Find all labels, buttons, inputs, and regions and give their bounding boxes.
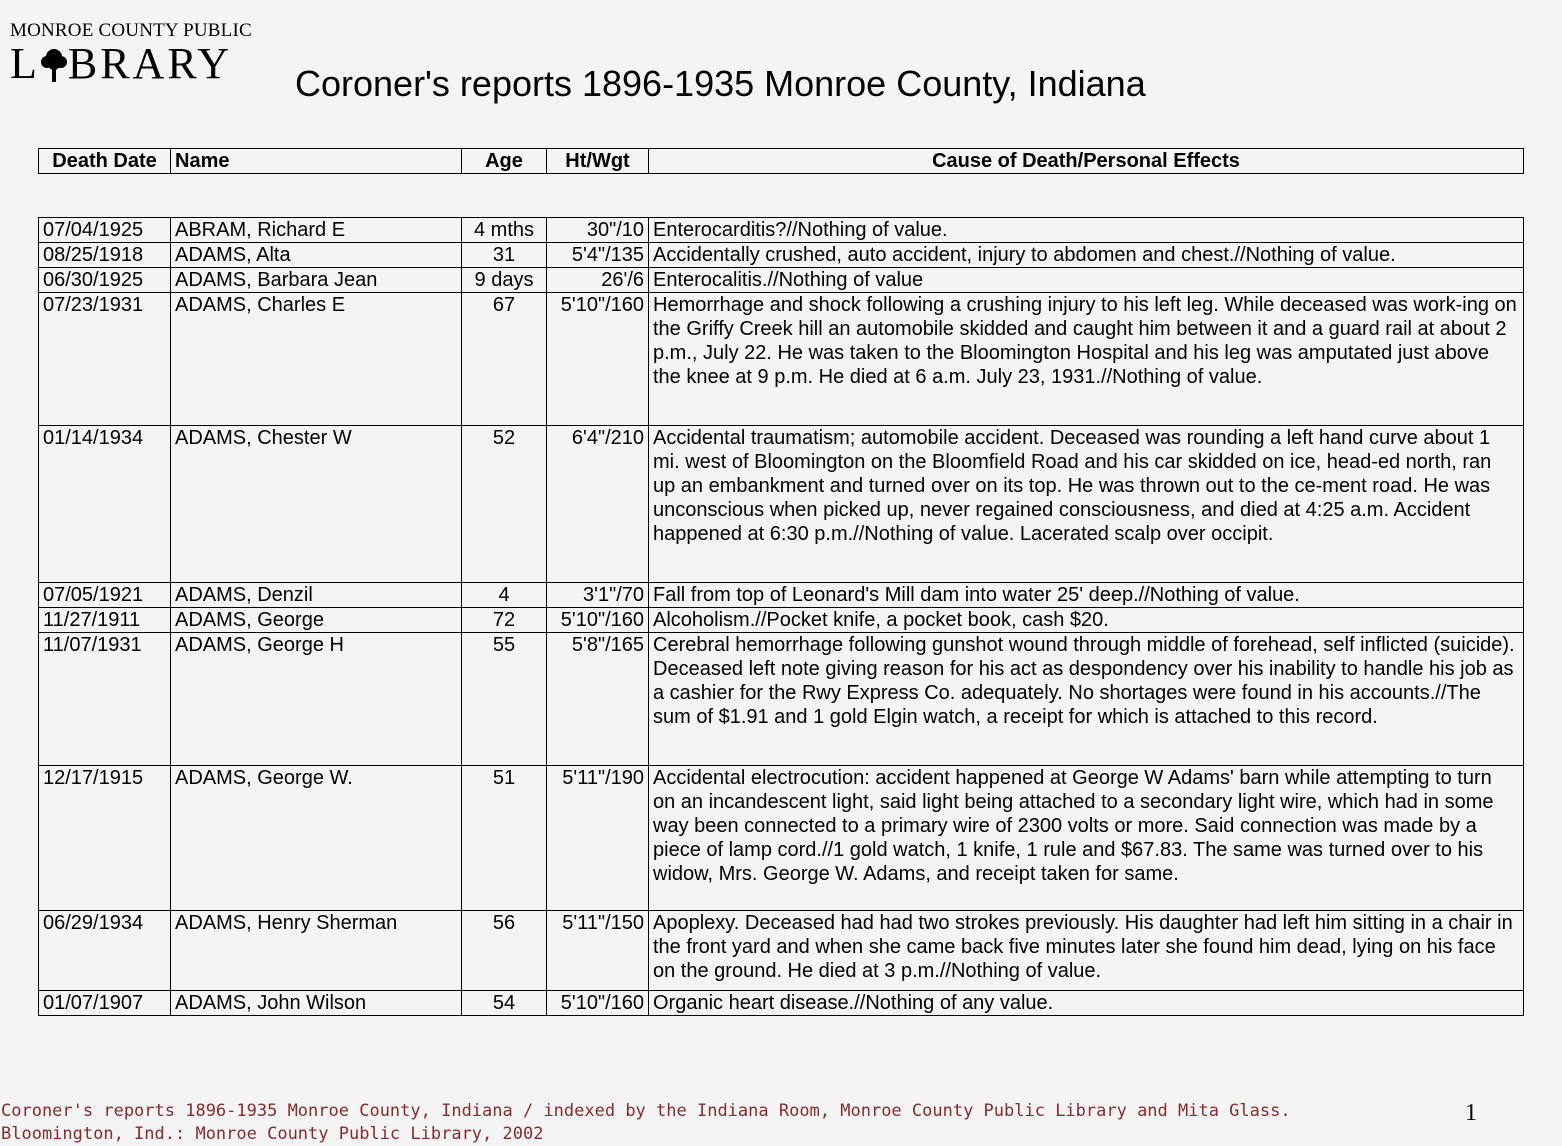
cell-death-date: 06/29/1934: [39, 911, 171, 991]
cell-age: 56: [462, 911, 547, 991]
table-row: [39, 766, 1524, 911]
citation-line-2: Bloomington, Ind.: Monroe County Public Library, 2002: [1, 1124, 544, 1144]
table-row: [39, 633, 1524, 766]
cell-age: 54: [462, 991, 547, 1016]
table-row: [39, 583, 1524, 608]
cell-cause: Alcoholism.//Pocket knife, a pocket book, cash $20.: [649, 608, 1524, 633]
table-row: [39, 243, 1524, 268]
cell-ht-wgt: 26'/6: [547, 268, 649, 293]
cell-name: ADAMS, Alta: [171, 243, 462, 268]
cell-death-date: 07/05/1921: [39, 583, 171, 608]
cell-cause: Accidental traumatism; automobile accident. Deceased was rounding a left hand curve about 1 mi. west of Bloomington on the Bloomfield Road and his car skidded on ice, head-ed north, ran up an embankment and turned over on its top. He was thrown out to the ce-ment road. He was unconscious when picked up, never regained consciousness, and died at 4:25 a.m. Accident happened at 6:30 p.m.//Nothing of value. Lacerated scalp over occipit.: [649, 426, 1524, 583]
cell-ht-wgt: 5'11"/150: [547, 911, 649, 991]
cell-ht-wgt: 5'4"/135: [547, 243, 649, 268]
cell-death-date: 08/25/1918: [39, 243, 171, 268]
cell-ht-wgt: 5'10"/160: [547, 991, 649, 1016]
cell-name: ADAMS, John Wilson: [171, 991, 462, 1016]
cell-ht-wgt: 5'8"/165: [547, 633, 649, 766]
cell-cause: Enterocalitis.//Nothing of value: [649, 268, 1524, 293]
page-number: 1: [1465, 1100, 1477, 1126]
cell-cause: Accidentally crushed, auto accident, injury to abdomen and chest.//Nothing of value.: [649, 243, 1524, 268]
cell-cause: Accidental electrocution: accident happened at George W Adams' barn while attempting to turn on an incandescent light, said light being attached to a secondary light wire, which had in some way been connected to a primary wire of 2300 volts or more. Said connection was made by a piece of lamp cord.//1 gold watch, 1 knife, 1 rule and $67.83. The same was turned over to his widow, Mrs. George W. Adams, and receipt taken for same.: [649, 766, 1524, 911]
cell-death-date: 06/30/1925: [39, 268, 171, 293]
header-cause: Cause of Death/Personal Effects: [649, 149, 1524, 174]
header-ht-wgt: Ht/Wgt: [547, 149, 649, 174]
cell-ht-wgt: 5'11"/190: [547, 766, 649, 911]
cell-name: ADAMS, Denzil: [171, 583, 462, 608]
cell-name: ABRAM, Richard E: [171, 218, 462, 243]
cell-name: ADAMS, Charles E: [171, 293, 462, 426]
cell-death-date: 11/07/1931: [39, 633, 171, 766]
cell-age: 67: [462, 293, 547, 426]
logo-letter-l: L: [10, 39, 40, 88]
header-name: Name: [171, 149, 462, 174]
cell-death-date: 01/07/1907: [39, 991, 171, 1016]
cell-ht-wgt: 5'10"/160: [547, 608, 649, 633]
cell-cause: Fall from top of Leonard's Mill dam into water 25' deep.//Nothing of value.: [649, 583, 1524, 608]
cell-death-date: 07/23/1931: [39, 293, 171, 426]
cell-cause: Apoplexy. Deceased had had two strokes previously. His daughter had left him sitting in a chair in the front yard and when she came back five minutes later she found him dead, lying on his face on the ground. He died at 3 p.m.//Nothing of value.: [649, 911, 1524, 991]
tree-icon: [41, 48, 67, 82]
cell-name: ADAMS, Henry Sherman: [171, 911, 462, 991]
table-row: [39, 268, 1524, 293]
cell-name: ADAMS, Barbara Jean: [171, 268, 462, 293]
table-row: [39, 911, 1524, 991]
cell-age: 31: [462, 243, 547, 268]
library-logo: [10, 20, 252, 86]
cell-age: 52: [462, 426, 547, 583]
citation-line-1: Coroner's reports 1896-1935 Monroe County, Indiana / indexed by the Indiana Room, Monroe County Public Library and Mita Glass.: [1, 1101, 1291, 1121]
cell-age: 4: [462, 583, 547, 608]
column-header-table: [38, 148, 1524, 174]
cell-ht-wgt: 5'10"/160: [547, 293, 649, 426]
table-row: [39, 293, 1524, 426]
table-row: [39, 218, 1524, 243]
cell-ht-wgt: 3'1"/70: [547, 583, 649, 608]
cell-age: 55: [462, 633, 547, 766]
cell-cause: Cerebral hemorrhage following gunshot wound through middle of forehead, self inflicted (suicide). Deceased left note giving reason for his act as despondency over his inability to handle his job as a cashier for the Rwy Express Co. adequately. No shortages were found in his accounts.//The sum of $1.91 and 1 gold Elgin watch, a receipt for which is attached to this record.: [649, 633, 1524, 766]
cell-ht-wgt: 30"/10: [547, 218, 649, 243]
cell-age: 4 mths: [462, 218, 547, 243]
cell-ht-wgt: 6'4"/210: [547, 426, 649, 583]
cell-age: 9 days: [462, 268, 547, 293]
logo-main-text: [10, 39, 252, 88]
cell-cause: Enterocarditis?//Nothing of value.: [649, 218, 1524, 243]
cell-name: ADAMS, George W.: [171, 766, 462, 911]
table-row: [39, 608, 1524, 633]
table-row: [39, 991, 1524, 1016]
records-table: [38, 217, 1524, 1016]
cell-cause: Hemorrhage and shock following a crushing injury to his left leg. While deceased was work-ing on the Griffy Creek hill an automobile skidded and caught him between it and a guard rail at about 2 p.m., July 22. He was taken to the Bloomington Hospital and his leg was amputated just above the knee at 9 p.m. He died at 6 a.m. July 23, 1931.//Nothing of value.: [649, 293, 1524, 426]
cell-name: ADAMS, Chester W: [171, 426, 462, 583]
header-row: [39, 149, 1524, 174]
citation-footer: [1, 1100, 1291, 1146]
cell-name: ADAMS, George: [171, 608, 462, 633]
page-title: Coroner's reports 1896-1935 Monroe County, Indiana: [295, 63, 1146, 104]
cell-death-date: 11/27/1911: [39, 608, 171, 633]
logo-letters-brary: BRARY: [67, 39, 233, 88]
cell-age: 51: [462, 766, 547, 911]
cell-death-date: 07/04/1925: [39, 218, 171, 243]
cell-death-date: 01/14/1934: [39, 426, 171, 583]
cell-age: 72: [462, 608, 547, 633]
table-row: [39, 426, 1524, 583]
cell-death-date: 12/17/1915: [39, 766, 171, 911]
header-death-date: Death Date: [39, 149, 171, 174]
logo-top-text: MONROE COUNTY PUBLIC: [10, 20, 252, 41]
header-age: Age: [462, 149, 547, 174]
cell-name: ADAMS, George H: [171, 633, 462, 766]
cell-cause: Organic heart disease.//Nothing of any value.: [649, 991, 1524, 1016]
